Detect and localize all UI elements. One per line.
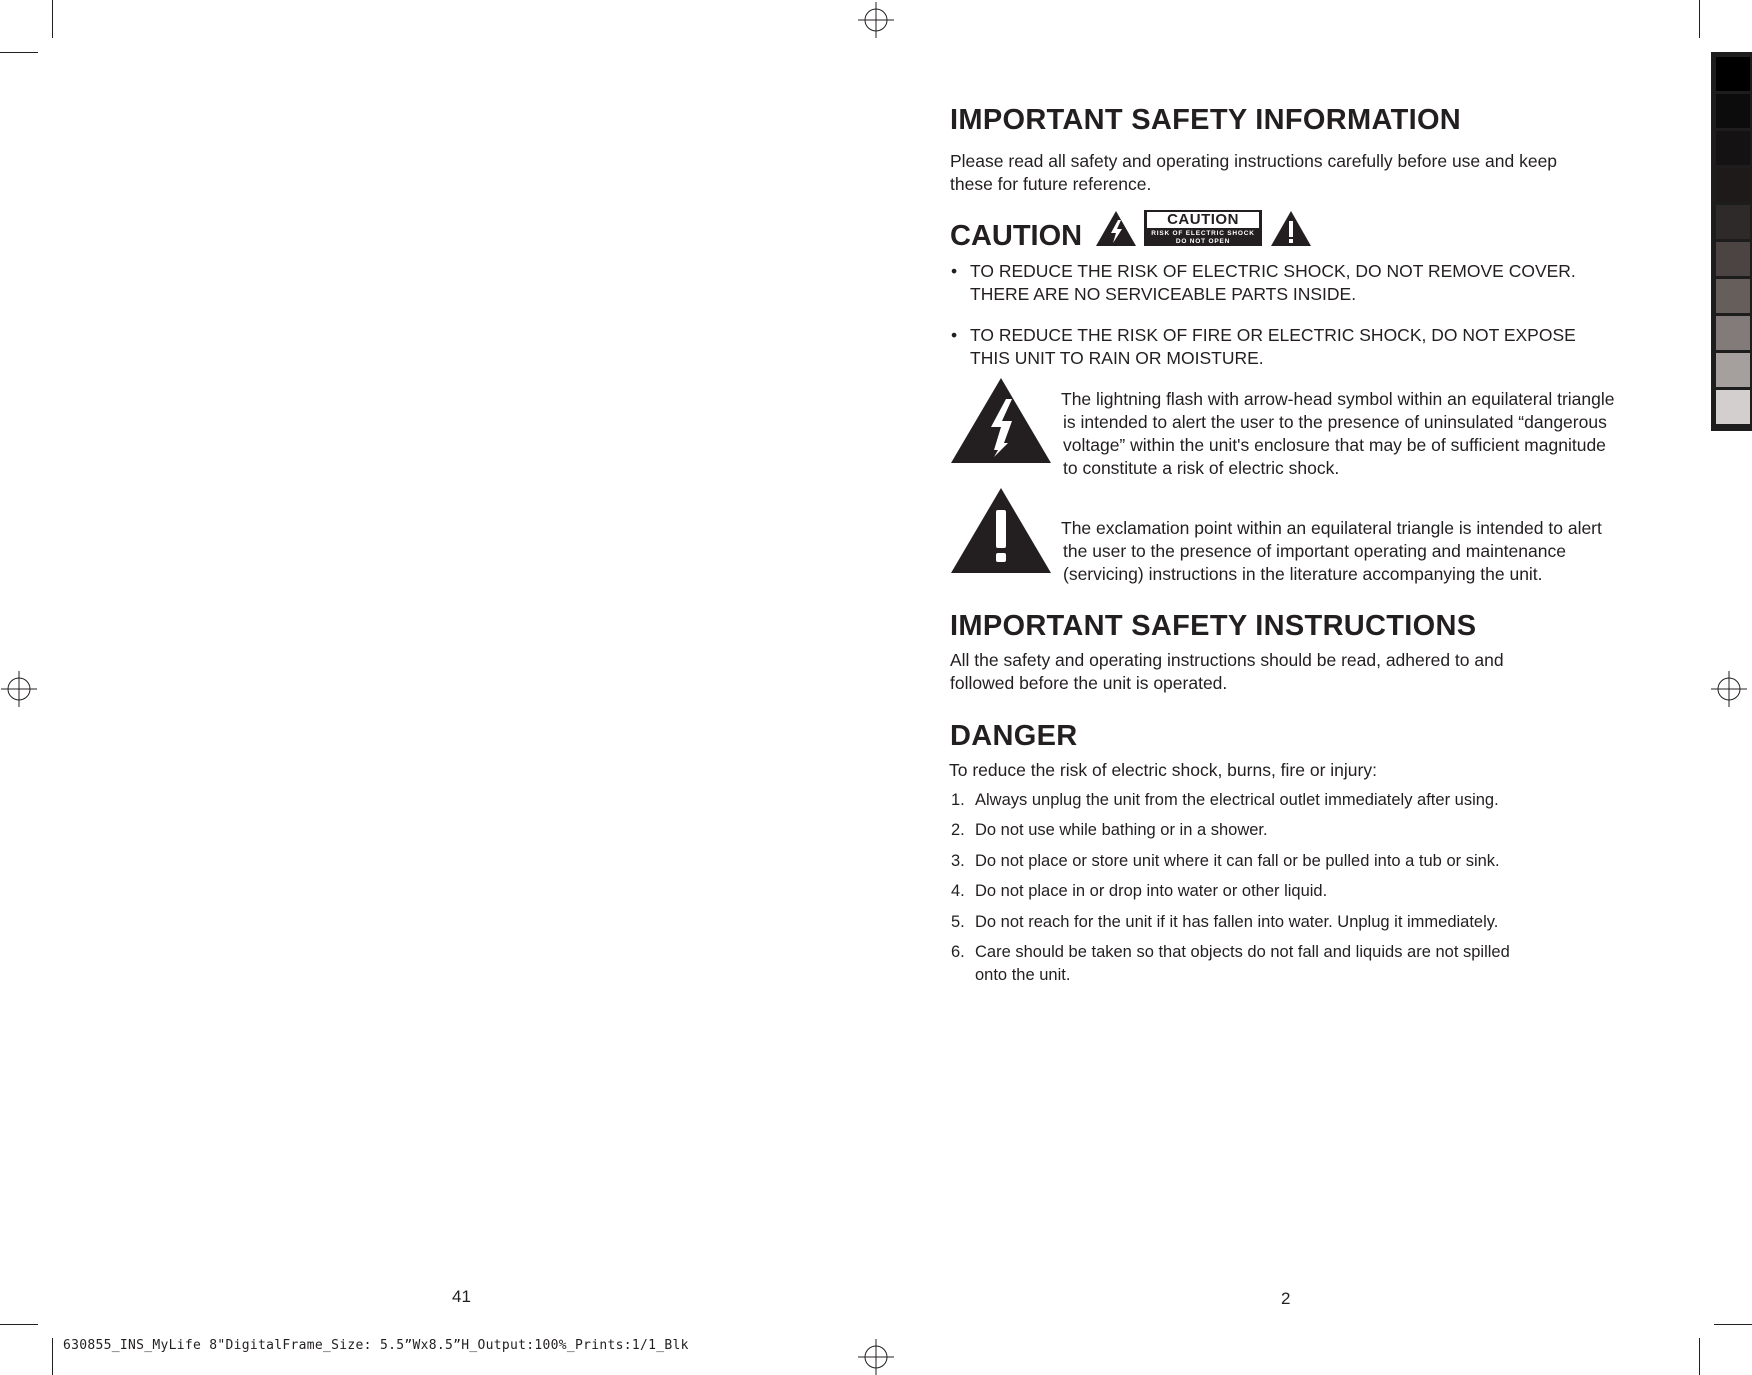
crop-mark — [52, 1338, 53, 1375]
color-swatch — [1716, 353, 1750, 387]
list-text: Care should be taken so that objects do not fall and liquids are not spilled — [975, 943, 1510, 961]
danger-intro: To reduce the risk of electric shock, burns, fire or injury: — [949, 760, 1377, 780]
list-text: onto the unit. — [975, 966, 1071, 984]
list-item — [951, 880, 1631, 903]
color-swatch — [1716, 94, 1750, 128]
list-number: 1. — [951, 791, 965, 809]
exclamation-triangle-icon — [950, 487, 1052, 574]
color-swatch — [1716, 390, 1750, 424]
intro-line: these for future reference. — [950, 174, 1152, 194]
bullet-text: THERE ARE NO SERVICEABLE PARTS INSIDE. — [970, 284, 1357, 304]
color-calibration-bar — [1711, 52, 1752, 431]
caution-heading: CAUTION — [950, 220, 1083, 252]
color-swatch — [1716, 131, 1750, 165]
caution-label-title: CAUTION — [1147, 212, 1259, 228]
crop-mark — [1714, 1324, 1752, 1325]
danger-heading: DANGER — [950, 720, 1078, 752]
list-item — [951, 819, 1631, 842]
color-swatch — [1716, 57, 1750, 91]
list-item — [951, 850, 1631, 873]
list-number: 5. — [951, 913, 965, 931]
list-text: Do not place or store unit where it can fall or be pulled into a tub or sink. — [975, 852, 1500, 870]
crop-mark — [52, 0, 53, 38]
caution-bullet — [951, 324, 1631, 370]
exclamation-description — [1061, 517, 1641, 586]
list-number: 2. — [951, 821, 965, 839]
description-line: (servicing) instructions in the literature accompanying the unit. — [1063, 564, 1543, 584]
registration-mark — [858, 1339, 894, 1375]
caution-label — [1144, 210, 1262, 246]
section-title: IMPORTANT SAFETY INSTRUCTIONS — [950, 610, 1477, 642]
crop-mark — [1699, 1338, 1700, 1375]
list-number: 4. — [951, 882, 965, 900]
list-item — [951, 941, 1631, 987]
list-number: 6. — [951, 943, 965, 961]
right-page-number: 2 — [1281, 1289, 1291, 1308]
color-swatch — [1716, 242, 1750, 276]
crop-mark — [0, 52, 38, 53]
bullet-text: TO REDUCE THE RISK OF ELECTRIC SHOCK, DO NOT REMOVE COVER. — [970, 261, 1576, 281]
caution-label-line: DO NOT OPEN — [1175, 238, 1231, 245]
lightning-triangle-icon — [950, 377, 1052, 464]
color-swatch — [1716, 205, 1750, 239]
description-line: the user to the presence of important operating and maintenance — [1063, 541, 1566, 561]
caution-label-line: RISK OF ELECTRIC SHOCK — [1151, 230, 1255, 237]
list-text: Always unplug the unit from the electrical outlet immediately after using. — [975, 791, 1499, 809]
caution-bullet — [951, 260, 1631, 306]
bullet-char: • — [951, 325, 958, 345]
instructions-line: All the safety and operating instructions should be read, adhered to and — [950, 650, 1504, 670]
list-text: Do not use while bathing or in a shower. — [975, 821, 1268, 839]
crop-mark — [1699, 0, 1700, 38]
description-line: voltage” within the unit's enclosure that may be of sufficient magnitude — [1063, 435, 1606, 455]
bullet-text: THIS UNIT TO RAIN OR MOISTURE. — [970, 348, 1264, 368]
list-item — [951, 911, 1631, 934]
registration-mark — [858, 2, 894, 38]
left-page-number: 41 — [452, 1287, 471, 1306]
color-swatch — [1716, 316, 1750, 350]
page-title: IMPORTANT SAFETY INFORMATION — [950, 104, 1462, 136]
color-swatch — [1716, 168, 1750, 202]
color-swatch — [1716, 279, 1750, 313]
description-line: The exclamation point within an equilateral triangle is intended to alert — [1061, 518, 1602, 538]
lightning-warning-icon — [1095, 210, 1137, 247]
registration-mark — [1, 671, 37, 707]
bullet-text: TO REDUCE THE RISK OF FIRE OR ELECTRIC SHOCK, DO NOT EXPOSE — [970, 325, 1576, 345]
list-item — [951, 789, 1631, 812]
list-number: 3. — [951, 852, 965, 870]
description-line: to constitute a risk of electric shock. — [1063, 458, 1340, 478]
list-text: Do not reach for the unit if it has fallen into water. Unplug it immediately. — [975, 913, 1499, 931]
instructions-line: followed before the unit is operated. — [950, 673, 1228, 693]
lightning-description — [1061, 388, 1641, 480]
exclamation-warning-icon — [1270, 210, 1312, 247]
description-line: is intended to alert the user to the presence of uninsulated “dangerous — [1063, 412, 1607, 432]
description-line: The lightning flash with arrow-head symbol within an equilateral triangle — [1061, 389, 1615, 409]
print-slug: 630855_INS_MyLife 8"DigitalFrame_Size: 5.5”Wx8.5”H_Output:100%_Prints:1/1_Blk — [63, 1338, 689, 1353]
crop-mark — [0, 1324, 38, 1325]
registration-mark — [1711, 671, 1747, 707]
intro-line: Please read all safety and operating instructions carefully before use and keep — [950, 151, 1558, 171]
bullet-char: • — [951, 261, 958, 281]
list-text: Do not place in or drop into water or other liquid. — [975, 882, 1328, 900]
